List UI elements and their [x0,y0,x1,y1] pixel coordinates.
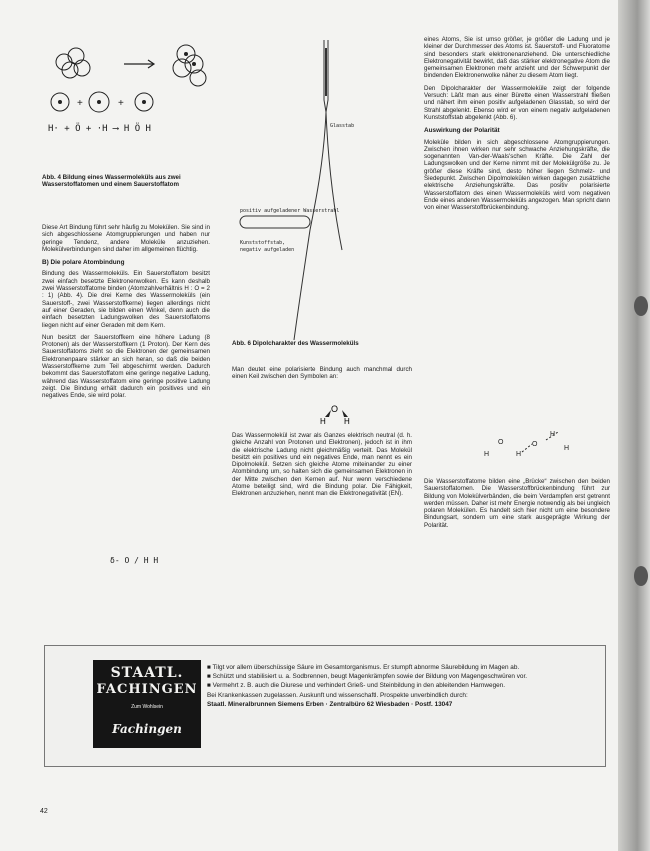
col3-paragraph-4: Die Wasserstoffatome bilden eine „Brücke“ zwischen den beiden Sauerstoffatomen. Die Wasserstoffbrückenbindung führt zur Bildung von Molekülverbänden, die beim Verdampfen erst getrennt werden müssen. Daher ist mehr Energie notwendig als bei ungleich polaren Molekülen. Es handelt sich hier nicht um eine besondere Bindungsart, sondern um eine stark ausgeprägte Wirkung der Polarität. [424,478,610,529]
figure-6-label-positive: positiv aufgeladener Wasserstrahl [240,208,340,214]
wedge-formula [316,400,356,426]
svg-text:+: + [77,98,83,109]
column-1 [42,224,210,405]
svg-text:H: H [484,451,490,458]
col1-heading: B) Die polare Atombindung [42,259,125,267]
logo-line-1: STAATL. [110,665,184,681]
ad-line-2: ■ Schützt und stabilisiert u. a. Sodbrennen, beugt Magenkrämpfen sowie der Bildung von Magengeschwüren vor. [207,673,528,681]
col1-intro: Diese Art Bindung führt sehr häufig zu Molekülen. Sie sind in sich abgeschlossene Atomgruppierungen und haben nur geringe Tendenz, andere Moleküle anzuziehen. Molekülverbindungen sind daher im allgemeinen flüchtig. [42,224,210,253]
svg-text:H: H [344,417,350,426]
ad-footer: Staatl. Mineralbrunnen Siemens Erben · Zentralbüro 62 Wiesbaden · Postf. 13047 [207,700,453,708]
col1-formula: δ- O / H H [110,556,159,565]
svg-text:H: H [550,431,556,438]
hydrogen-bond-diagram [476,414,586,474]
page-number: 42 [40,808,48,815]
col3-paragraph-3: Moleküle bilden in sich abgeschlossene Atomgruppierungen. Zwischen ihnen wirken nur sehr schwache Anziehungskräfte, die sogenannten Van-der-Waals'schen Kräfte. Die Zahl der Ladungswolken und der Kerne nimmt mit der Molekülgröße zu. Je größer diese Kräfte sind, desto höher liegen Schmelz- und Siedepunkt. Zwischen Dipolmolekülen wirken dagegen zusätzliche elektrische Anziehungskräfte. Das positiv polarisierte Wasserstoffatom des einen Wassermoleküls wird vom negativen Ende eines anderen Wassermoleküls angezogen. Man spricht dann von einer Wasserstoffbrückenbindung. [424,138,610,212]
logo-line-4: Fachingen [112,722,182,736]
svg-text:H: H [564,445,570,452]
figure-6-caption: Abb. 6 Dipolcharakter des Wassermoleküls [232,340,359,347]
col2-paragraph-1: Man deutet eine polarisierte Bindung auch manchmal durch einen Keil zwischen den Symbolen an: [232,366,412,381]
col3-heading: Auswirkung der Polarität [424,127,500,135]
svg-text:+: + [118,98,124,109]
binding-shadow [618,0,650,851]
advertisement-text [207,664,599,710]
col1-paragraph-1: Bindung des Wassermoleküls. Ein Sauerstoffatom besitzt zwei einfach besetzte Elektronenwolken. Es kann deshalb zwei Wasserstoffatome binden (Atomzahlverhältnis H : O = 2 : 1) (Abb. 4). Die drei Kerne des Wassermoleküls (ein Sauerstoff-, zwei Wasserstoffkerne) liegen allerdings nicht auf einer Geraden, sie bilden einen Winkel, denn auch die einfach besetzten Ladungswolken des Sauerstoffatoms liegen nicht auf einer Geraden mit dem Kern. [42,270,210,329]
svg-text:H: H [320,417,326,426]
logo-line-3: Zum Wohlsein [131,704,163,710]
ad-line-1: ■ Tilgt vor allem überschüssige Säure im Gesamtorganismus. Er stumpft abnorme Säurebildung im Magen ab. [207,664,520,671]
svg-text:O: O [331,404,339,414]
figure-4-equation: H· + Ö + ·H ⟶ H Ö H [48,124,151,134]
logo-line-2: FACHINGEN [96,682,198,697]
col3-paragraph-1: eines Atoms, Sie ist umso größer, je größer die Ladung und je kleiner der Durchmesser des Atoms ist. Sauerstoff- und Fluoratome sind besonders stark elektronenanziehend. Die unterschiedliche Elektronegativität bewirkt, daß das stärker elektronegative Atom die gemeinsamen Elektronen mehr anzieht und der Schwerpunkt der bindenden Elektronenwolke näher zu diesem Atom liegt. [424,36,610,80]
advertisement-box [44,645,606,767]
figure-6-label-negative: Kunststoffstab, negativ aufgeladen [240,240,295,253]
figure-6-label-top: Glasstab [330,123,355,129]
svg-text:O: O [498,439,504,446]
ad-line-3: ■ Vermehrt z. B. auch die Diurese und verhindert Grieß- und Steinbildung in den ableitenden Harnwegen. [207,682,506,690]
col2-paragraph-2: Das Wassermolekül ist zwar als Ganzes elektrisch neutral (d. h. gleiche Anzahl von Protonen und Elektronen), jedoch ist in ihm die elektrische Ladung nicht gleichmäßig verteilt. Das Molekül besitzt ein positives und ein negatives Ende, man nennt es ein Dipolmolekül. Setzen sich gleiche Atome miteinander zu einer Atombindung um, so halten sich die gemeinsamen Elektronen in der Mitte zwischen den Kernen auf. Nur wenn verschiedene Atome beteiligt sind, wird die Bindung polar. Die Fähigkeit, Elektronen anzuziehen, nennt man die Elektronegativität (EN). [232,432,412,498]
binding-hole-top [634,296,648,316]
figure-4-caption: Abb. 4 Bildung eines Wassermoleküls aus zwei Wasserstoffatomen und einem Sauerstoffatom [42,174,181,189]
figure-6-experiment [228,40,414,340]
svg-text:O: O [532,441,538,448]
column-2 [232,366,412,386]
fachingen-logo [93,660,201,748]
col1-paragraph-2: Nun besitzt der Sauerstoffkern eine höhere Ladung (8 Protonen) als der Wasserstoffkern (1 Proton). Der Kern des Sauerstoffatoms zieht so die Elektronen der gemeinsamen Elektronenpaare stärker an sich heran, so daß die beiden Wasserstoffkerne zum Teil abgeschirmt werden. Dadurch bekommt das Sauerstoffatom eine geringe negative Ladung, während das Wasserstoffatom eine geringe positive Ladung zeigt. Die Bindung erhält dadurch ein positives und ein negatives Ende, sie wird polar. [42,333,210,400]
column-2-body [232,432,412,503]
binding-hole-bottom [634,566,648,586]
ad-line-4: Bei Krankenkassen zugelassen. Auskunft und wissenschaftl. Prospekte unverbindlich durch: [207,691,468,699]
col3-paragraph-2: Den Dipolcharakter der Wassermoleküle zeigt der folgende Versuch: Läßt man aus einer Bürette einen Wasserstrahl fließen und nähert ihm einen positiv aufgeladenen Glasstab, so wird der Strahl abgelenkt. Ebenso wird er von einem negativ aufgeladenen Kunststoffstab abgelenkt (Abb. 6). [424,84,610,121]
svg-text:H: H [516,451,522,458]
column-3 [424,36,610,217]
column-3-bottom [424,478,610,534]
